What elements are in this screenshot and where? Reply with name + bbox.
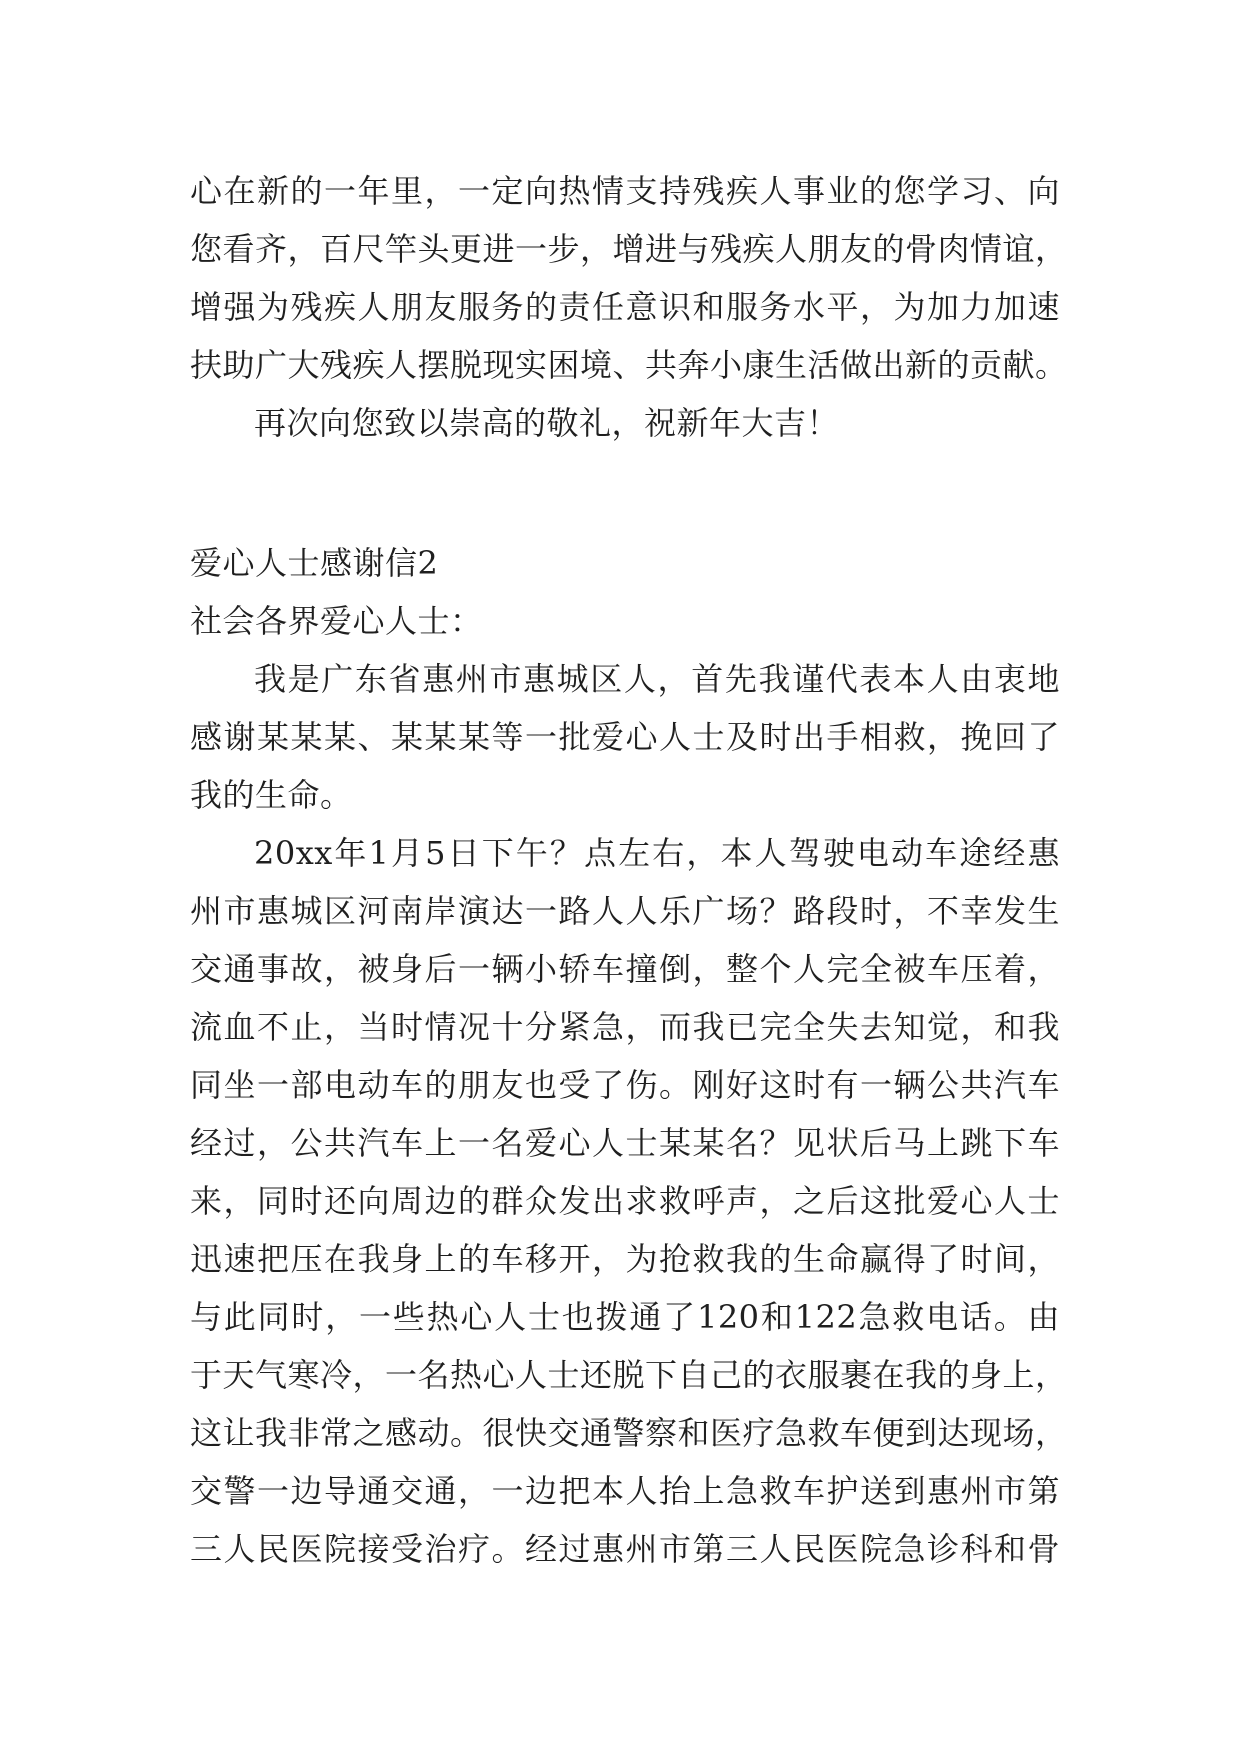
paragraph-line: 三人民医院接受治疗。经过惠州市第三人民医院急诊科和骨 bbox=[190, 1530, 1060, 1568]
paragraph-line: 这让我非常之感动。很快交通警察和医疗急救车便到达现场， bbox=[190, 1414, 1068, 1452]
paragraph-line: 与此同时，一些热心人士也拨通了120和122急救电话。由 bbox=[190, 1298, 1060, 1336]
paragraph-line: 于天气寒冷，一名热心人士还脱下自己的衣服裹在我的身上， bbox=[190, 1356, 1068, 1394]
paragraph-line: 心在新的一年里，一定向热情支持残疾人事业的您学习、向 bbox=[190, 172, 1060, 210]
paragraph-line: 经过，公共汽车上一名爱心人士某某名？见状后马上跳下车 bbox=[190, 1124, 1060, 1162]
paragraph-line: 交通事故，被身后一辆小轿车撞倒，整个人完全被车压着， bbox=[190, 950, 1060, 988]
paragraph-line: 迅速把压在我身上的车移开，为抢救我的生命赢得了时间， bbox=[190, 1240, 1060, 1278]
paragraph-line: 流血不止，当时情况十分紧急，而我已完全失去知觉，和我 bbox=[190, 1008, 1060, 1046]
letter-title: 爱心人士感谢信2 bbox=[190, 544, 439, 582]
document-body bbox=[190, 162, 1068, 1578]
letter-salutation: 社会各界爱心人士： bbox=[190, 602, 483, 640]
section-gap bbox=[190, 452, 1060, 534]
letter-paragraph-2 bbox=[190, 824, 1068, 1578]
letter-paragraph-1 bbox=[190, 650, 1060, 824]
paragraph-line: 感谢某某某、某某某等一批爱心人士及时出手相救，挽回了 bbox=[190, 718, 1060, 756]
paragraph-line: 交警一边导通交通，一边把本人抬上急救车护送到惠州市第 bbox=[190, 1472, 1060, 1510]
closing-paragraph bbox=[190, 162, 1068, 394]
paragraph-line: 增强为残疾人朋友服务的责任意识和服务水平，为加力加速 bbox=[190, 288, 1060, 326]
paragraph-line: 我是广东省惠州市惠城区人，首先我谨代表本人由衷地 bbox=[254, 660, 1060, 698]
regards-line: 再次向您致以崇高的敬礼，祝新年大吉！ bbox=[254, 404, 840, 442]
paragraph-line: 来，同时还向周边的群众发出求救呼声，之后这批爱心人士 bbox=[190, 1182, 1060, 1220]
paragraph-line: 我的生命。 bbox=[190, 776, 353, 814]
paragraph-line: 扶助广大残疾人摆脱现实困境、共奔小康生活做出新的贡献。 bbox=[190, 346, 1068, 384]
paragraph-line: 20xx年1月5日下午？点左右，本人驾驶电动车途经惠 bbox=[254, 834, 1060, 872]
paragraph-line: 州市惠城区河南岸演达一路人人乐广场？路段时，不幸发生 bbox=[190, 892, 1060, 930]
paragraph-line: 同坐一部电动车的朋友也受了伤。刚好这时有一辆公共汽车 bbox=[190, 1066, 1060, 1104]
paragraph-line: 您看齐，百尺竿头更进一步，增进与残疾人朋友的骨肉情谊， bbox=[190, 230, 1068, 268]
